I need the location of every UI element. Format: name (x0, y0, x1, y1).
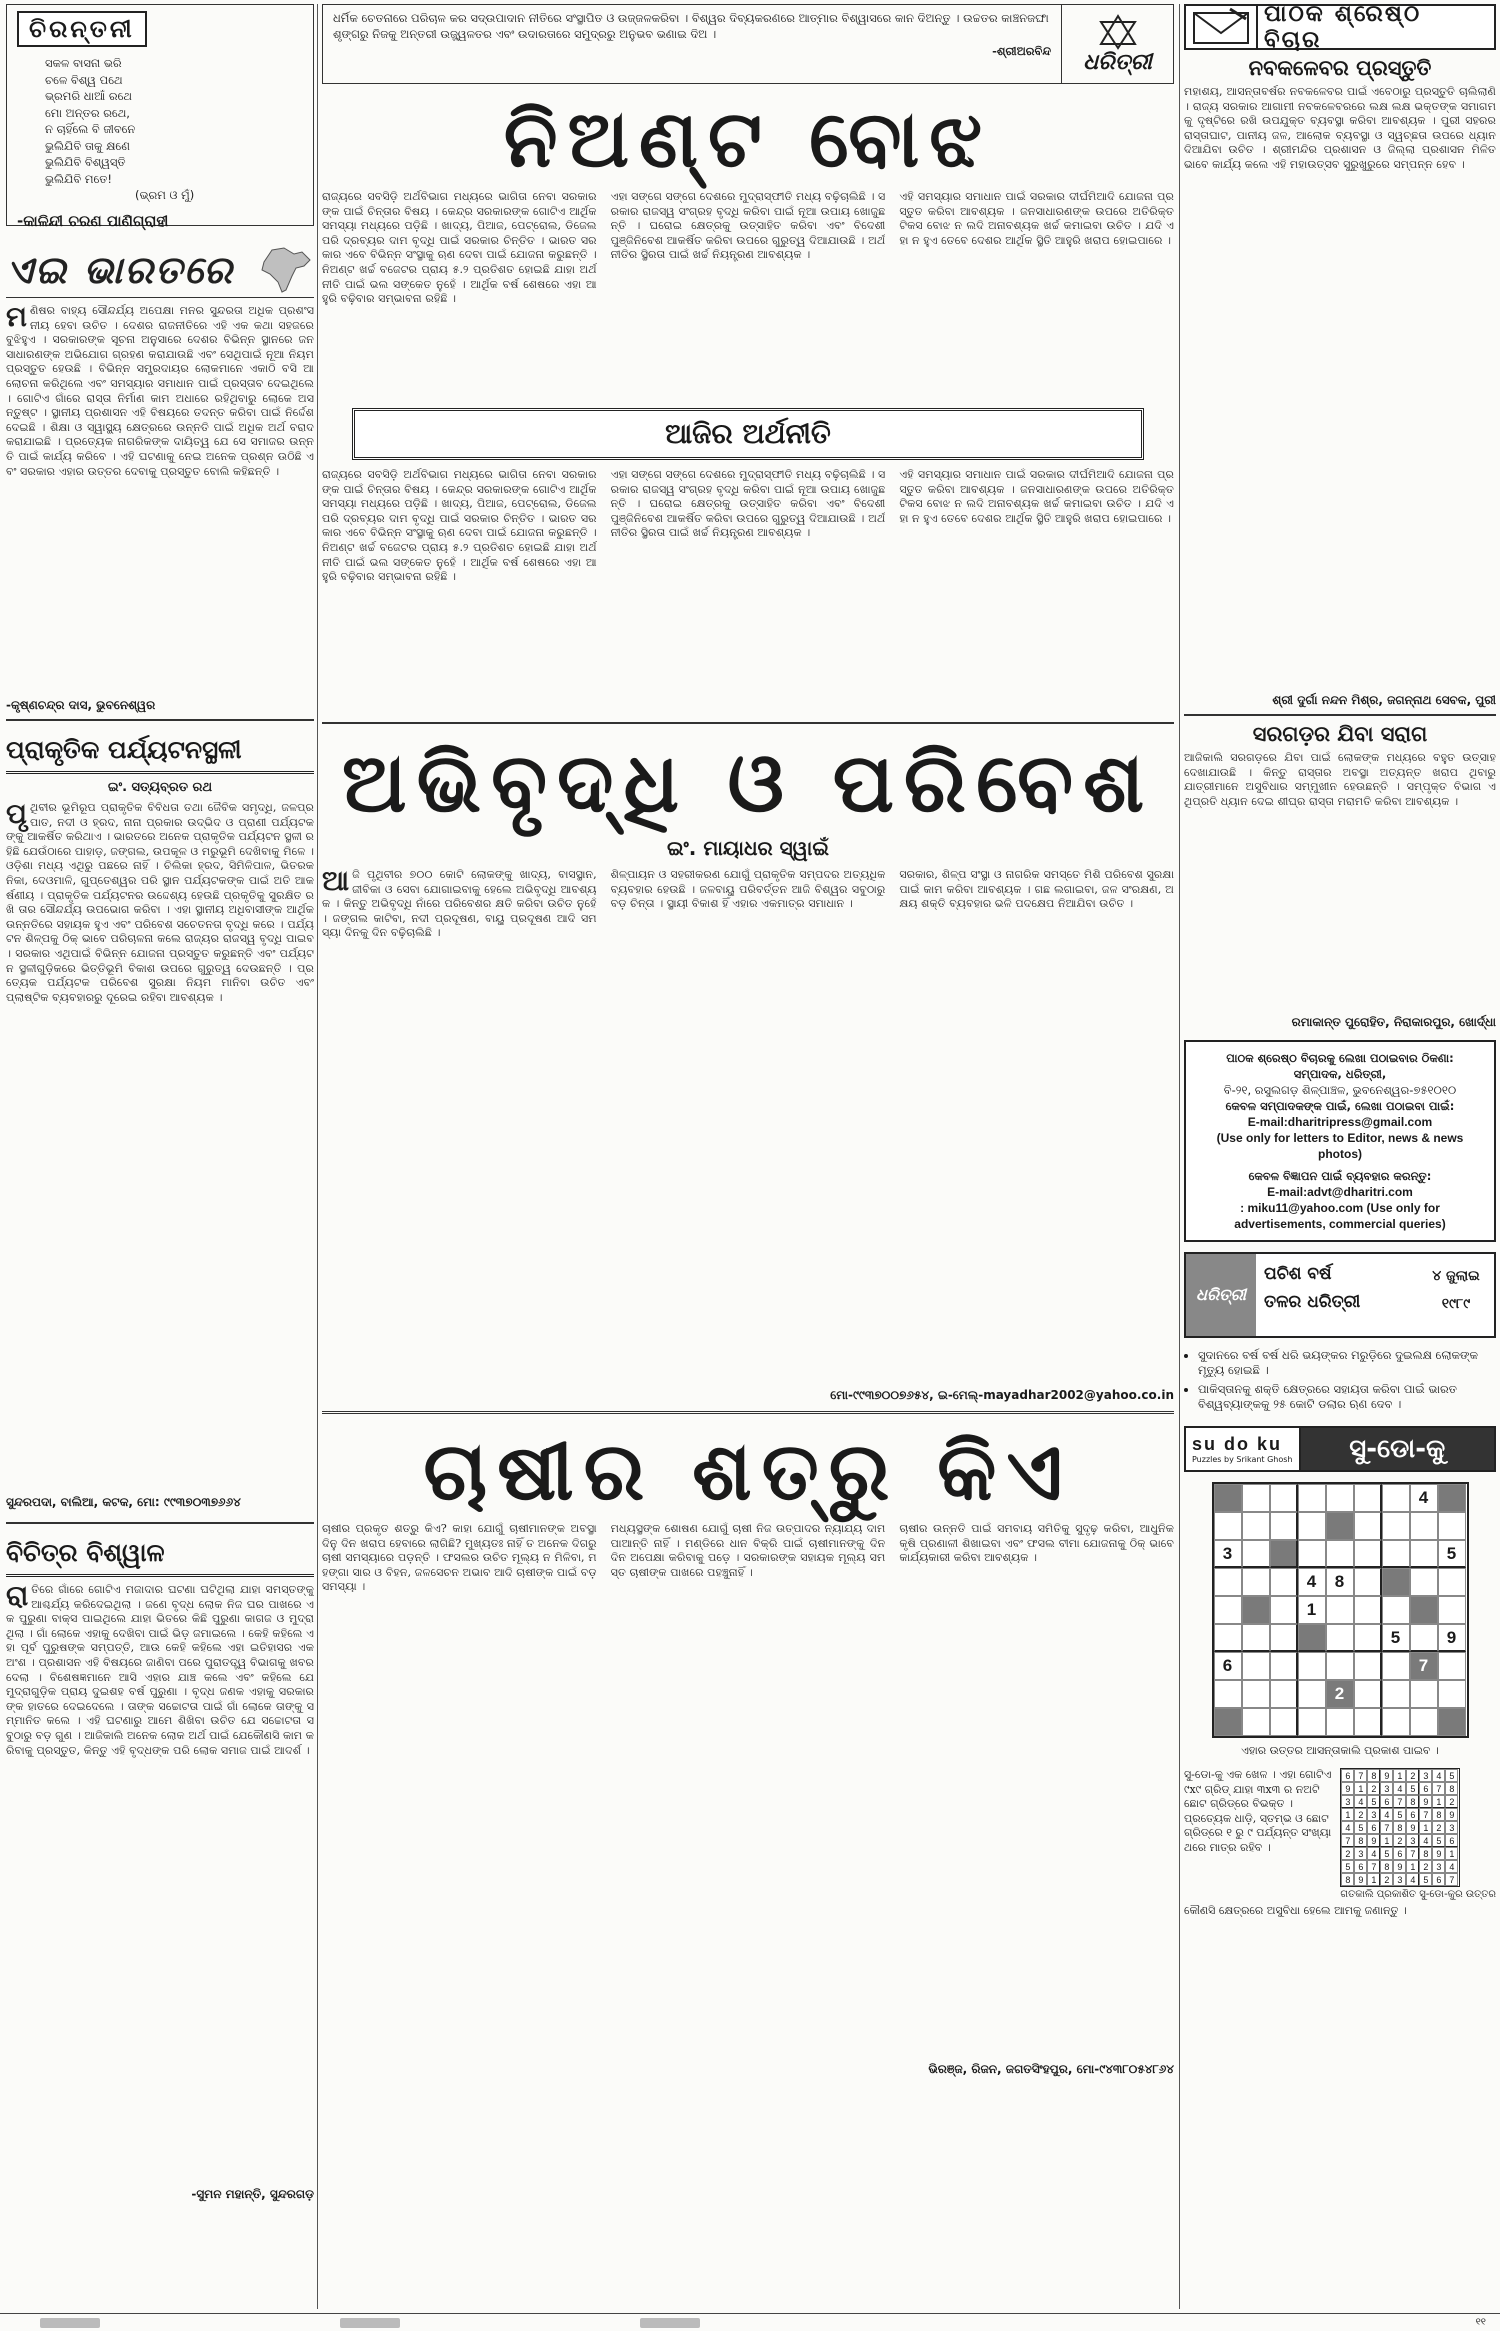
sudoku-cell: 8 (1393, 1821, 1406, 1834)
poem-line: ଭୁଲିଯିବି ବିଶ୍ୱସ୍ତି (45, 155, 126, 169)
sudoku-cell: 8 (1367, 1769, 1380, 1782)
sudoku-cell (1242, 1540, 1270, 1568)
sudoku-cell (1270, 1568, 1298, 1596)
letter-signoff: ଶ୍ରୀ ଦୁର୍ଗା ନନ୍ଦନ ମିଶ୍ର, ଜଗନ୍ନାଥ ସେବକ, ପୁରୀ (1272, 693, 1496, 707)
footer-tab (340, 2318, 400, 2328)
sudoku-cell: 6 (1367, 1821, 1380, 1834)
sudoku-cell: 5 (1419, 1873, 1432, 1886)
sudoku-cell (1410, 1568, 1438, 1596)
sudoku-cell (1382, 1708, 1410, 1736)
india-column-body (6, 304, 314, 694)
contact-line: ସମ୍ପାଦକ, ଧରିତ୍ରୀ, (1293, 1067, 1387, 1081)
divider (6, 719, 314, 721)
sudoku-cell: 1 (1445, 1847, 1458, 1860)
sudoku-cell: 6 (1393, 1847, 1406, 1860)
letter-body: ମହାଶୟ, ଆସନ୍ତାବର୍ଷର ନବକଳେବର ପାଇଁ ଏବେଠାରୁ ପ୍ରସ୍ତୁତି ଚାଲିଲାଣି । ରାଜ୍ୟ ସରକାର ଆଗାମୀ ନବକଳେବରରେ ଲକ୍ଷ ଲକ୍ଷ ଭକ୍ତଙ୍କ ସମାଗମକୁ ଦୃଷ୍ଟିରେ ରଖି ଉପଯୁକ୍ତ ବ୍ୟବସ୍ଥା କରିବା ଆବଶ୍ୟକ । ପୁରୀ ସହରର ରାସ୍ତାଘାଟ, ପାନୀୟ ଜଳ, ଆଲୋକ ବ୍ୟବସ୍ଥା ଓ ସ୍ୱଚ୍ଛତା ଉପରେ ଧ୍ୟାନ ଦିଆଯିବା ଉଚିତ । ଶ୍ରୀମନ୍ଦିର ପ୍ରଶାସନ ଓ ଜିଲ୍ଲା ପ୍ରଶାସନ ମିଳିତ ଭାବେ କାର୍ଯ୍ୟ କଲେ ଏହି ମହାଉତ୍ସବ ସୁରୁଖୁରୁରେ ସମ୍ପନ୍ନ ହେବ । (1184, 85, 1496, 171)
quote-box (322, 4, 1062, 84)
sudoku-cell: 7 (1406, 1847, 1419, 1860)
sudoku-cell: 3 (1214, 1540, 1242, 1568)
sudoku-cell: 6 (1432, 1873, 1445, 1886)
page-number: ୧୧ (1475, 2317, 1486, 2328)
poem-line: ଭ୍ରମରି ଧାଆଁ ରଥେ (45, 89, 133, 103)
news-bullet: • ପାକିସ୍ତାନକୁ ଶକ୍ତି କ୍ଷେତ୍ରରେ ସହାୟତା କରିବା ପାଇଁ ଭାରତ ବିଶ୍ୱବ୍ୟାଙ୍କକୁ ୨୫ କୋଟି ଡଲାର ଋଣ ଦେବ । (1198, 1382, 1496, 1412)
sudoku-cell (1270, 1596, 1298, 1624)
sudoku-cell (1354, 1512, 1382, 1540)
india-map-icon (254, 246, 314, 294)
sudoku-cell: 1 (1367, 1873, 1380, 1886)
sudoku-solution (1340, 1768, 1496, 1900)
sudoku-cell: 5 (1445, 1769, 1458, 1782)
logo-text: ଧରିତ୍ରୀ (1083, 49, 1152, 75)
sudoku-cell: 9 (1354, 1873, 1367, 1886)
contact-line: ପାଠକ ଶ୍ରେଷ୍ଠ ବିଚାରକୁ ଲେଖା ପଠାଇବାର ଠିକଣା: (1226, 1051, 1454, 1065)
sudoku-cell: 8 (1380, 1860, 1393, 1873)
poem-line: ନ ଚାହିଁଲେ ବି ଜୀବନେ (45, 122, 136, 136)
sudoku-cell: 9 (1367, 1834, 1380, 1847)
poem-lines (45, 55, 303, 204)
sudoku-cell (1214, 1568, 1242, 1596)
drop-cap: ପୃ (6, 801, 27, 830)
sudoku-cell: 2 (1354, 1808, 1367, 1821)
sudoku-cell (1270, 1512, 1298, 1540)
vichitra-title: ବିଚିତ୍ର ବିଶ୍ୱାଳ (6, 1536, 314, 1577)
sudoku-cell (1410, 1708, 1438, 1736)
article3-signoff: ଭିରଞ୍ଜ, ରିଜନ, ଜଗତସିଂହପୁର, ମୋ-୯୪୩୮୦୫୪୮୬୪ (928, 2062, 1174, 2076)
sudoku-note: ଏହାର ଉତ୍ତର ଆସନ୍ତାକାଲି ପ୍ରକାଶ ପାଇବ । (1241, 1744, 1439, 1757)
sudoku-cell (1214, 1708, 1242, 1736)
article-column: ଚାଷୀର ପ୍ରକୃତ ଶତ୍ରୁ କିଏ? କାହା ଯୋଗୁଁ ଚାଷୀମାନଙ୍କ ଅବସ୍ଥା ଦିନୁ ଦିନ ଖରାପ ହେବାରେ ଲାଗିଛି? ମୁଖ୍ୟତଃ ନାହିଁ ତ ଅନେକ ଦିଗରୁ ଚାଷୀ ସମସ୍ୟାରେ ପଡ଼ନ୍ତି । ଫସଲର ଉଚିତ ମୂଲ୍ୟ ନ ମିଳିବା, ମହଙ୍ଗା ସାର ଓ ବିହନ, ଜଳସେଚନ ଅଭାବ ଆଦି ଚାଷୀଙ୍କ ପାଇଁ ବଡ଼ ସମସ୍ୟା । (322, 1522, 597, 1594)
sudoku-logo (1186, 1428, 1301, 1470)
main-column (322, 4, 1174, 2077)
sudoku-cell (1242, 1596, 1270, 1624)
sudoku-cell (1298, 1680, 1326, 1708)
sudoku-cell: 6 (1341, 1769, 1354, 1782)
quote-strip (322, 4, 1174, 84)
article-column: ମଧ୍ୟସ୍ଥଙ୍କ ଶୋଷଣ ଯୋଗୁଁ ଚାଷୀ ନିଜ ଉତ୍ପାଦର ନ୍ୟାଯ୍ୟ ଦାମ ପାଆନ୍ତି ନାହିଁ । ମଣ୍ଡିରେ ଧାନ ବିକ୍ରି ପାଇଁ ଚାଷୀମାନଙ୍କୁ ଦିନ ଦିନ ଅପେକ୍ଷା କରିବାକୁ ପଡ଼େ । ସରକାରଙ୍କ ସହାୟକ ମୂଲ୍ୟ ସମସ୍ତ ଚାଷୀଙ୍କ ପାଖରେ ପହଞ୍ଚୁନାହିଁ । (610, 1522, 886, 1579)
drop-cap: ମ (6, 304, 27, 333)
sudoku-cell (1298, 1624, 1326, 1652)
sudoku-cell: 3 (1445, 1821, 1458, 1834)
letter-signoff: ରମାକାନ୍ତ ପୁରୋହିତ, ନିରାକାରପୁର, ଖୋର୍ଦ୍ଧା (1291, 1015, 1496, 1029)
sudoku-cell (1242, 1484, 1270, 1512)
article-column: ରାଜ୍ୟରେ ସବସିଡ଼ି ଅର୍ଥବିଭାଗ ମଧ୍ୟରେ ଭାଗିତା ନେବା ସରକାରଙ୍କ ପାଇଁ ଚିନ୍ତାର ବିଷୟ । କେନ୍ଦ୍ର ସରକାରଙ୍କ ଗୋଟିଏ ଆର୍ଥିକ ସମସ୍ୟା ମଧ୍ୟରେ ପଡ଼ିଛି । ଖାଦ୍ୟ, ପିଆଜ, ପେଟ୍ରୋଲ, ଡିଜେଲ ପରି ଦ୍ରବ୍ୟର ଦାମ ବୃଦ୍ଧି ପାଇଁ ସରକାର ଚିନ୍ତିତ । ଭାରତ ସରକାର ଏବେ ବିଭିନ୍ନ ସଂସ୍ଥାକୁ ଋଣ ଦେବା ପାଇଁ ଯୋଜନା କରୁଛନ୍ତି । ନିଅଣ୍ଟ ଖର୍ଚ୍ଚ ବଜେଟର ପ୍ରାୟ ୫.୨ ପ୍ରତିଶତ ହୋଇଛି ଯାହା ଅର୍ଥନୀତି ପାଇଁ ଭଲ ସଙ୍କେତ ନୁହେଁ । ଆର୍ଥିକ ବର୍ଷ ଶେଷରେ ଏହା ଆହୁରି ବଢ଼ିବାର ସମ୍ଭାବନା ରହିଛି । (322, 190, 597, 306)
sudoku-cell (1410, 1624, 1438, 1652)
sudoku-cell: 2 (1326, 1680, 1354, 1708)
sudoku-cell (1410, 1512, 1438, 1540)
sudoku-solution-row (1184, 1768, 1496, 1900)
sudoku-cell: 3 (1380, 1782, 1393, 1795)
sudoku-cell: 5 (1406, 1782, 1419, 1795)
sudoku-cell: 3 (1354, 1847, 1367, 1860)
article-text: ଥିବୀର ଭୂମିରୂପ ପ୍ରାକୃତିକ ବିବିଧତା ତଥା ଜୈବିକ ସମୃଦ୍ଧି, ଜଳପ୍ରପାତ, ନଦୀ ଓ ହ୍ରଦ, ନାନା ପ୍ରକାର ଉଦ୍ଭିଦ ଓ ପ୍ରାଣୀ ପର୍ଯ୍ୟଟକଙ୍କୁ ଆକର୍ଷିତ କରିଥାଏ । ଭାରତରେ ଅନେକ ପ୍ରାକୃତିକ ପର୍ଯ୍ୟଟନ ସ୍ଥଳୀ ରହିଛି ଯେଉଁଠାରେ ପାହାଡ଼, ଜଙ୍ଗଲ, ଉପକୂଳ ଓ ମରୁଭୂମି ଦେଖିବାକୁ ମିଳେ । ଓଡ଼ିଶା ମଧ୍ୟ ଏଥିରୁ ପଛରେ ନାହିଁ । ଚିଲିକା ହ୍ରଦ, ସିମିଳିପାଳ, ଭିତରକନିକା, ଦେଓମାଳି, ଗୁପ୍ତେଶ୍ୱର ପରି ସ୍ଥାନ ପର୍ଯ୍ୟଟକଙ୍କ ପାଇଁ ଅତି ଆକର୍ଷଣୀୟ । ପ୍ରାକୃତିକ ପର୍ଯ୍ୟଟନର ଉଦ୍ଦେଶ୍ୟ ହେଉଛି ପ୍ରକୃତିକୁ ସୁରକ୍ଷିତ ରଖି ତାର ସୌନ୍ଦର୍ଯ୍ୟ ଉପଭୋଗ କରିବା । ଏହା ସ୍ଥାନୀୟ ଅଧିବାସୀଙ୍କ ଆର୍ଥିକ ଉନ୍ନତିରେ ସହାୟକ ହୁଏ ଏବଂ ପରିବେଶ ସଚେତନତା ବୃଦ୍ଧି କରେ । ପର୍ଯ୍ୟଟନ ଶିଳ୍ପକୁ ଠିକ୍ ଭାବେ ପରିଚାଳନା କଲେ ରାଜ୍ୟର ରାଜସ୍ୱ ବୃଦ୍ଧି ପାଇବ । ସରକାର ଏଥିପାଇଁ ବିଭିନ୍ନ ଯୋଜନା ପ୍ରସ୍ତୁତ କରୁଛନ୍ତି ଏବଂ ପର୍ଯ୍ୟଟନ ସ୍ଥଳୀଗୁଡ଼ିକରେ ଭିତ୍ତିଭୂମି ବିକାଶ ଉପରେ ଗୁରୁତ୍ୱ ଦେଉଛନ୍ତି । ପ୍ରତ୍ୟେକ ପର୍ଯ୍ୟଟକ ପରିବେଶ ସୁରକ୍ଷା ନିୟମ ମାନିବା ଉଚିତ ଏବଂ ପ୍ଲାଷ୍ଟିକ ବ୍ୟବହାରରୁ ଦୂରେଇ ରହିବା ଆବଶ୍ୟକ । (6, 801, 314, 1004)
chirantani-box (6, 4, 314, 230)
sudoku-solution-caption: ଗତକାଲି ପ୍ରକାଶିତ ସୁ-ଡୋ-କୁର ଉତ୍ତର (1340, 1889, 1496, 1900)
anniv-year: ୧୯୮୯ (1441, 1296, 1471, 1312)
sudoku-cell: 1 (1393, 1769, 1406, 1782)
left-column (6, 4, 314, 2202)
anniv-date (1418, 1254, 1494, 1336)
sudoku-cell (1382, 1596, 1410, 1624)
news-bullets (1184, 1348, 1496, 1412)
sudoku-cell (1354, 1596, 1382, 1624)
sudoku-cell (1298, 1484, 1326, 1512)
divider (322, 1411, 1174, 1414)
article-column: ଏହା ସଙ୍ଗେ ସଙ୍ଗେ ଦେଶରେ ମୁଦ୍ରାସ୍ଫୀତି ମଧ୍ୟ ବଢ଼ିଚାଲିଛି । ସରକାର ରାଜସ୍ୱ ସଂଗ୍ରହ ବୃଦ୍ଧି କରିବା ପାଇଁ ନୂଆ ଉପାୟ ଖୋଜୁଛନ୍ତି । ଘରୋଇ କ୍ଷେତ୍ରକୁ ଉତ୍ସାହିତ କରିବା ଏବଂ ବିଦେଶୀ ପୁଞ୍ଜିନିବେଶ ଆକର୍ଷିତ କରିବା ଉପରେ ଗୁରୁତ୍ୱ ଦିଆଯାଉଛି । ଅର୍ଥନୀତିର ସ୍ଥିରତା ପାଇଁ ଖର୍ଚ୍ଚ ନିୟନ୍ତ୍ରଣ ଆବଶ୍ୟକ । (610, 190, 886, 262)
sudoku-cell: 9 (1445, 1808, 1458, 1821)
sudoku-cell: 8 (1341, 1873, 1354, 1886)
sudoku-cell (1270, 1484, 1298, 1512)
article2-columns (322, 868, 1174, 1384)
sudoku-cell: 8 (1445, 1782, 1458, 1795)
page-footer (0, 2313, 1500, 2331)
poem-line: ଭୁଲିଯିବି ତାକୁ କ୍ଷଣେ (45, 138, 130, 153)
poem-author: -କାଳିନ୍ଦୀ ଚରଣ ପାଣିଗ୍ରାହୀ (17, 211, 169, 230)
article1-pullquote: ଆଜିର ଅର୍ଥନୀତି (352, 408, 1144, 460)
sudoku-cell (1326, 1708, 1354, 1736)
contact-line: ବି-୨୧, ରସୁଲଗଡ଼ ଶିଳ୍ପାଞ୍ଚଳ, ଭୁବନେଶ୍ୱର-୭୫୧୦୧୦ (1223, 1083, 1457, 1097)
sudoku-cell: 6 (1406, 1808, 1419, 1821)
sudoku-cell: 4 (1298, 1568, 1326, 1596)
sudoku-cell: 9 (1432, 1847, 1445, 1860)
sudoku-instructions: ସୁ-ଡୋ-କୁ ଏକ ଖେଳ । ଏହା ଗୋଟିଏ ୯x୯ ଗ୍ରିଡ୍ ଯାହା ୩x୩ ର ନଅଟି ଛୋଟ ଗ୍ରିଡ୍‌ରେ ବିଭକ୍ତ । ପ୍ରତ୍ୟେକ ଧାଡ଼ି, ସ୍ତମ୍ଭ ଓ ଛୋଟ ଗ୍ରିଡ୍‌ରେ ୧ ରୁ ୯ ପର୍ଯ୍ୟନ୍ତ ସଂଖ୍ୟା ଥରେ ମାତ୍ର ରହିବ । (1184, 1768, 1332, 1854)
divider (1184, 714, 1496, 716)
sudoku-cell: 5 (1341, 1860, 1354, 1873)
letter-body: ଆଜିକାଲି ସରଗଡ଼ରେ ଯିବା ପାଇଁ ଲୋକଙ୍କ ମଧ୍ୟରେ ବହୁତ ଉତ୍ସାହ ଦେଖାଯାଉଛି । କିନ୍ତୁ ରାସ୍ତାର ଅବସ୍ଥା ଅତ୍ୟନ୍ତ ଖରାପ ଥିବାରୁ ଯାତ୍ରୀମାନେ ଅସୁବିଧାର ସମ୍ମୁଖୀନ ହେଉଛନ୍ତି । ସମ୍ପୃକ୍ତ ବିଭାଗ ଏଥିପ୍ରତି ଧ୍ୟାନ ଦେଇ ଶୀଘ୍ର ରାସ୍ତା ମରାମତି କରିବା ଆବଶ୍ୟକ । (1184, 751, 1496, 808)
article2-headline: ଅଭିବୃଦ୍ଧି ଓ ପରିବେଶ (341, 736, 1155, 831)
sudoku-cell: 4 (1367, 1847, 1380, 1860)
column-divider (1179, 4, 1180, 2309)
sudoku-cell: 9 (1406, 1821, 1419, 1834)
article2-signoff: ମୋ-୯୯୩୭୦୦୭୬୫୪, ଇ-ମେଲ୍-mayadhar2002@yahoo.co.in (830, 1388, 1174, 1402)
divider (6, 1522, 314, 1524)
sudoku-cell (1214, 1596, 1242, 1624)
sudoku-cell (1382, 1512, 1410, 1540)
letter-title: ସରଗଡ଼ର ଯିବା ସରାଗ (1252, 722, 1428, 746)
sudoku-cell: 1 (1419, 1821, 1432, 1834)
article-column: ଏହା ସଙ୍ଗେ ସଙ୍ଗେ ଦେଶରେ ମୁଦ୍ରାସ୍ଫୀତି ମଧ୍ୟ ବଢ଼ିଚାଲିଛି । ସରକାର ରାଜସ୍ୱ ସଂଗ୍ରହ ବୃଦ୍ଧି କରିବା ପାଇଁ ନୂଆ ଉପାୟ ଖୋଜୁଛନ୍ତି । ଘରୋଇ କ୍ଷେତ୍ରକୁ ଉତ୍ସାହିତ କରିବା ଏବଂ ବିଦେଶୀ ପୁଞ୍ଜିନିବେଶ ଆକର୍ଷିତ କରିବା ଉପରେ ଗୁରୁତ୍ୱ ଦିଆଯାଉଛି । ଅର୍ଥନୀତିର ସ୍ଥିରତା ପାଇଁ ଖର୍ଚ୍ଚ ନିୟନ୍ତ୍ରଣ ଆବଶ୍ୟକ । (610, 468, 886, 540)
sudoku-cell: 8 (1406, 1795, 1419, 1808)
article-column: ଏହି ସମସ୍ୟାର ସମାଧାନ ପାଇଁ ସରକାର ଦୀର୍ଘମିଆଦି ଯୋଜନା ପ୍ରସ୍ତୁତ କରିବା ଆବଶ୍ୟକ । ଜନସାଧାରଣଙ୍କ ଉପରେ ଅତିରିକ୍ତ ଟିକସ ବୋଝ ନ ଲଦି ଅନାବଶ୍ୟକ ଖର୍ଚ୍ଚ କମାଇବା ଉଚିତ । ଯଦି ଏହା ନ ହୁଏ ତେବେ ଦେଶର ଆର୍ଥିକ ସ୍ଥିତି ଆହୁରି ଖରାପ ହୋଇପାରେ । (899, 190, 1175, 247)
sudoku-cell: 8 (1326, 1568, 1354, 1596)
sudoku-cell: 6 (1419, 1782, 1432, 1795)
article1-columns (322, 468, 1174, 716)
poem-line: ମୋ ଅନ୍ତର ରଥେ, (45, 105, 130, 120)
article3-columns (322, 1522, 1174, 2058)
sudoku-cell: 7 (1410, 1652, 1438, 1680)
sudoku-cell (1354, 1652, 1382, 1680)
sudoku-cell: 2 (1367, 1782, 1380, 1795)
india-column-header (6, 242, 314, 298)
sudoku-cell: 4 (1419, 1834, 1432, 1847)
sudoku-cell: 6 (1445, 1834, 1458, 1847)
article1-columns (322, 190, 1174, 400)
sudoku-cell (1354, 1568, 1382, 1596)
sudoku-cell (1298, 1708, 1326, 1736)
sudoku-cell (1242, 1680, 1270, 1708)
sudoku-cell: 2 (1341, 1847, 1354, 1860)
sudoku-cell (1298, 1512, 1326, 1540)
news-bullet: • ସୁଦାନରେ ବର୍ଷ ବର୍ଷ ଧରି ଭୟଙ୍କର ମରୁଡ଼ିରେ ଦୁଇଲକ୍ଷ ଲୋକଙ୍କ ମୃତ୍ୟୁ ହୋଇଛି । (1198, 1348, 1496, 1378)
divider (322, 722, 1174, 724)
sudoku-cell: 1 (1406, 1860, 1419, 1873)
contact-line: କେବଳ ସମ୍ପାଦକଙ୍କ ପାଇଁ, ଲେଖା ପଠାଇବା ପାଇଁ: (1225, 1099, 1455, 1113)
sudoku-cell: 3 (1432, 1860, 1445, 1873)
article2-author: ଇଂ. ମାୟାଧର ସ୍ୱାଇଁ (667, 836, 829, 860)
sudoku-cell: 2 (1406, 1769, 1419, 1782)
footer-tab (40, 2318, 100, 2328)
article-column: ଚାଷୀର ଉନ୍ନତି ପାଇଁ ସମବାୟ ସମିତିକୁ ସୁଦୃଢ଼ କରିବା, ଆଧୁନିକ କୃଷି ପ୍ରଣାଳୀ ଶିଖାଇବା ଏବଂ ଫସଲ ବୀମା ଯୋଜନାକୁ ଠିକ୍ ଭାବେ କାର୍ଯ୍ୟକାରୀ କରିବା ଆବଶ୍ୟକ । (899, 1522, 1175, 1565)
sudoku-credit: Puzzles by Srikant Ghosh (1192, 1455, 1293, 1464)
sudoku-cell: 4 (1393, 1782, 1406, 1795)
advt-email-link[interactable]: E-mail:advt@dharitri.com (1267, 1185, 1413, 1199)
sudoku-cell (1242, 1708, 1270, 1736)
anniv-line: ତଳର ଧରିତ୍ରୀ (1264, 1292, 1361, 1312)
sudoku-cell: 7 (1380, 1821, 1393, 1834)
sudoku-cell (1270, 1624, 1298, 1652)
sudoku-cell (1326, 1596, 1354, 1624)
sudoku-cell (1410, 1680, 1438, 1708)
reader-letters-title: ପାଠକ ଶ୍ରେଷ୍ଠ ବିଚାର (1256, 6, 1494, 48)
sudoku-header (1184, 1426, 1496, 1472)
sudoku-cell (1242, 1512, 1270, 1540)
twentyfive-years-box (1184, 1252, 1496, 1338)
sudoku-closing: କୌଣସି କ୍ଷେତ୍ରରେ ଅସୁବିଧା ହେଲେ ଆମକୁ ଜଣାନ୍ତୁ । (1184, 1904, 1407, 1917)
sudoku-cell: 9 (1438, 1624, 1466, 1652)
sudoku-cell: 4 (1432, 1769, 1445, 1782)
drop-cap: ରା (6, 1583, 29, 1612)
sudoku-cell (1382, 1652, 1410, 1680)
poem-line: ଚଳେ ବିଶ୍ୱ ପଥେ (45, 72, 123, 87)
sudoku-cell: 5 (1432, 1834, 1445, 1847)
sudoku-cell: 1 (1341, 1808, 1354, 1821)
contact-box (1184, 1040, 1496, 1242)
sudoku-cell (1214, 1624, 1242, 1652)
sudoku-grid (1212, 1482, 1469, 1738)
sudoku-cell: 8 (1354, 1834, 1367, 1847)
tourism-signoff: ସୁନ୍ଦରପଦା, ବାଲିଆ, କଟକ, ମୋ: ୯୯୩୭୦୩୭୬୬୪ (6, 1495, 241, 1509)
sudoku-cell: 4 (1406, 1873, 1419, 1886)
sudoku-cell: 5 (1367, 1795, 1380, 1808)
sudoku-cell: 3 (1419, 1769, 1432, 1782)
sudoku-cell (1438, 1652, 1466, 1680)
sudoku-cell: 7 (1354, 1769, 1367, 1782)
sudoku-cell (1298, 1540, 1326, 1568)
contact-line: କେବଳ ବିଜ୍ଞାପନ ପାଇଁ ବ୍ୟବହାର କରନ୍ତୁ: (1248, 1169, 1432, 1183)
sudoku-cell: 3 (1341, 1795, 1354, 1808)
sudoku-cell: 2 (1432, 1821, 1445, 1834)
sudoku-cell (1270, 1540, 1298, 1568)
sudoku-cell (1354, 1540, 1382, 1568)
anniv-line: ପଚିଶ ବର୍ଷ (1264, 1264, 1332, 1284)
sudoku-cell: 5 (1438, 1540, 1466, 1568)
sudoku-cell (1270, 1652, 1298, 1680)
poem-line: ସକଳ ବାସନା ଭରି (45, 56, 122, 70)
sudoku-cell: 3 (1393, 1873, 1406, 1886)
envelope-icon (1190, 7, 1252, 47)
sudoku-cell (1438, 1708, 1466, 1736)
quote-sign: -ଶ୍ରୀଅରବିନ୍ଦ (992, 44, 1051, 58)
sudoku-cell (1214, 1512, 1242, 1540)
advt-email-link[interactable]: : miku11@yahoo.com (Use only for advertisements, commercial queries) (1234, 1201, 1446, 1231)
sudoku-cell: 5 (1354, 1821, 1367, 1834)
sudoku-cell (1438, 1596, 1466, 1624)
sudoku-cell (1326, 1512, 1354, 1540)
quote-text: ଧର୍ମିକ ଚେତନାରେ ପରିଚାଳ କର ସଦ୍‌ଉପାଦାନ ନୀତିରେ ସଂସ୍ଥାପିତ ଓ ଉଜ୍ଜଳକରିବା । ବିଶ୍ୱର ଦିବ୍ୟକରଣରେ ଆତ୍ମାର ବିଶ୍ୱାସରେ କାନ ଦିଅନ୍ତୁ । ଉଚ୍ଚତର କାଞ୍ଚନଜଙ୍ଘା ଶୃଙ୍ଗରୁ ନିଜକୁ ଅନ୍ତରୀ ଉଜ୍ଜ୍ୱଳତର ଏବଂ ଉଦାରତାରେ ସମୁଦ୍ରରୁ ଅନୁଭବ ଭଣାଇ ଦିଅ । (333, 11, 1049, 41)
article1-headline: ନିଅଣ୍ଟ ବୋଝ (503, 95, 993, 185)
sudoku-cell: 2 (1445, 1795, 1458, 1808)
sudoku-cell: 6 (1354, 1860, 1367, 1873)
chirantani-title: ଚିରନ୍ତନୀ (17, 11, 147, 47)
footer-tab (640, 2318, 700, 2328)
sudoku-cell (1242, 1652, 1270, 1680)
sudoku-cell (1242, 1568, 1270, 1596)
article-text: ଜି ପୃଥିବୀର ୭୦୦ କୋଟି ଲୋକଙ୍କୁ ଖାଦ୍ୟ, ବାସସ୍ଥାନ, ଜୀବିକା ଓ ସେବା ଯୋଗାଇବାକୁ ହେଲେ ଅଭିବୃଦ୍ଧି ଆବଶ୍ୟକ । କିନ୍ତୁ ଅଭିବୃଦ୍ଧି ନାଁରେ ପରିବେଶର କ୍ଷତି କରିବା ଉଚିତ ନୁହେଁ । ଜଙ୍ଗଲ କାଟିବା, ନଦୀ ପ୍ରଦୂଷଣ, ବାୟୁ ପ୍ରଦୂଷଣ ଆଦି ସମସ୍ୟା ଦିନକୁ ଦିନ ବଢ଼ିଚାଲିଛି । (322, 868, 597, 940)
sudoku-cell (1354, 1680, 1382, 1708)
article-column: ସରକାର, ଶିଳ୍ପ ସଂସ୍ଥା ଓ ନାଗରିକ ସମସ୍ତେ ମିଶି ପରିବେଶ ସୁରକ୍ଷା ପାଇଁ କାମ କରିବା ଆବଶ୍ୟକ । ଗଛ ଲଗାଇବା, ଜଳ ସଂରକ୍ଷଣ, ଅକ୍ଷୟ ଶକ୍ତି ବ୍ୟବହାର ଭଳି ପଦକ୍ଷେପ ନିଆଯିବା ଉଚିତ । (899, 868, 1175, 911)
sudoku-cell (1354, 1484, 1382, 1512)
contact-note: (Use only for letters to Editor, news & news photos) (1216, 1131, 1464, 1161)
sudoku-cell: 4 (1445, 1860, 1458, 1873)
article-text: ତିରେ ଗାଁରେ ଗୋଟିଏ ମଜାଦାର ଘଟଣା ଘଟିଥିଲା ଯାହା ସମସ୍ତଙ୍କୁ ଆଶ୍ଚର୍ଯ୍ୟ କରିଦେଇଥିଲା । ଜଣେ ବୃଦ୍ଧ ଲୋକ ନିଜ ଘର ପାଖରେ ଏକ ପୁରୁଣା ବାକ୍ସ ପାଇଥିଲେ ଯାହା ଭିତରେ କିଛି ପୁରୁଣା କାଗଜ ଓ ମୁଦ୍ରା ଥିଲା । ଗାଁ ଲୋକେ ଏହାକୁ ଦେଖିବା ପାଇଁ ଭିଡ଼ ଜମାଇଲେ । କେହି କହିଲେ ଏହା ପୂର୍ବ ପୁରୁଷଙ୍କ ସମ୍ପତ୍ତି, ଆଉ କେହି କହିଲେ ଏହା ଇତିହାସର ଏକ ଅଂଶ । ପ୍ରଶାସନ ଏହି ବିଷୟରେ ଜାଣିବା ପରେ ପୁରାତତ୍ତ୍ୱ ବିଭାଗକୁ ଖବର ଦେଲା । ବିଶେଷଜ୍ଞମାନେ ଆସି ଏହାର ଯାଞ୍ଚ କଲେ ଏବଂ କହିଲେ ଯେ ମୁଦ୍ରାଗୁଡ଼ିକ ପ୍ରାୟ ଦୁଇଶହ ବର୍ଷ ପୁରୁଣା । ବୃଦ୍ଧ ଜଣକ ଏହାକୁ ସରକାରଙ୍କ ହାତରେ ଦେଇଦେଲେ । ତାଙ୍କ ସଚ୍ଚୋଟତା ପାଇଁ ଗାଁ ଲୋକେ ତାଙ୍କୁ ସମ୍ମାନିତ କଲେ । ଏହି ଘଟଣାରୁ ଆମେ ଶିଖିବା ଉଚିତ ଯେ ସଚ୍ଚୋଟତା ସବୁଠାରୁ ବଡ଼ ଗୁଣ । ଆଜିକାଲି ଅନେକ ଲୋକ ଅର୍ଥ ପାଇଁ ଯେକୌଣସି କାମ କରିବାକୁ ପ୍ରସ୍ତୁତ, କିନ୍ତୁ ଏହି ବୃଦ୍ଧଙ୍କ ପରି ଲୋକ ସମାଜ ପାଇଁ ଆଦର୍ଶ । (6, 1583, 314, 1757)
vichitra-signoff: -ସୁମନ ମହାନ୍ତି, ସୁନ୍ଦରଗଡ଼ (191, 2187, 314, 2201)
article-column: ଏହି ସମସ୍ୟାର ସମାଧାନ ପାଇଁ ସରକାର ଦୀର୍ଘମିଆଦି ଯୋଜନା ପ୍ରସ୍ତୁତ କରିବା ଆବଶ୍ୟକ । ଜନସାଧାରଣଙ୍କ ଉପରେ ଅତିରିକ୍ତ ଟିକସ ବୋଝ ନ ଲଦି ଅନାବଶ୍ୟକ ଖର୍ଚ୍ଚ କମାଇବା ଉଚିତ । ଯଦି ଏହା ନ ହୁଏ ତେବେ ଦେଶର ଆର୍ଥିକ ସ୍ଥିତି ଆହୁରି ଖରାପ ହୋଇପାରେ । (899, 468, 1175, 525)
sudoku-cell (1214, 1484, 1242, 1512)
star-emblem-icon (1098, 14, 1138, 50)
india-column-title: ଏଇ ଭାରତରେ (6, 246, 234, 292)
sudoku-cell: 7 (1367, 1860, 1380, 1873)
sudoku-cell: 4 (1341, 1821, 1354, 1834)
sudoku-cell: 9 (1419, 1795, 1432, 1808)
sudoku-cell: 8 (1432, 1808, 1445, 1821)
sudoku-cell (1214, 1680, 1242, 1708)
sudoku-cell (1438, 1512, 1466, 1540)
sudoku-cell (1242, 1624, 1270, 1652)
india-column-signoff: -କୃଷ୍ଣଚନ୍ଦ୍ର ଦାସ, ଭୁବନେଶ୍ୱର (6, 698, 156, 712)
sudoku-cell: 4 (1354, 1795, 1367, 1808)
sudoku-cell (1382, 1484, 1410, 1512)
dharitri-logo-small: ଧରିତ୍ରୀ (1186, 1254, 1256, 1336)
sudoku-cell (1326, 1484, 1354, 1512)
sudoku-cell: 5 (1393, 1808, 1406, 1821)
sudoku-cell (1410, 1596, 1438, 1624)
vichitra-body (6, 1583, 314, 2183)
sudoku-title: ସୁ-ଡୋ-କୁ (1301, 1428, 1495, 1470)
sudoku-cell: 3 (1367, 1808, 1380, 1821)
letter-title: ନବକଳେବର ପ୍ରସ୍ତୁତି (1248, 56, 1432, 80)
sudoku-cell (1298, 1652, 1326, 1680)
sudoku-cell: 7 (1419, 1808, 1432, 1821)
sudoku-cell (1326, 1624, 1354, 1652)
tourism-author: ଇଂ. ସତ୍ୟବ୍ରତ ରଥ (107, 780, 213, 795)
tourism-title: ପ୍ରାକୃତିକ ପର୍ଯ୍ୟଟନସ୍ଥଳୀ (6, 733, 314, 774)
sudoku-cell: 1 (1380, 1834, 1393, 1847)
drop-cap: ଆ (322, 868, 350, 897)
sudoku-cell: 7 (1432, 1782, 1445, 1795)
editor-email-link[interactable]: E-mail:dharitripress@gmail.com (1247, 1115, 1433, 1129)
tourism-body (6, 801, 314, 1491)
poem-line: (ଭ୍ରମ ଓ ମୁଁ) (135, 188, 195, 202)
sudoku-cell: 6 (1214, 1652, 1242, 1680)
sudoku-cell (1410, 1540, 1438, 1568)
sudoku-cell (1326, 1652, 1354, 1680)
sudoku-cell: 8 (1419, 1847, 1432, 1860)
sudoku-cell: 3 (1406, 1834, 1419, 1847)
sudoku-cell: 5 (1380, 1847, 1393, 1860)
sudoku-cell (1438, 1484, 1466, 1512)
sudoku-cell (1354, 1624, 1382, 1652)
article3-headline: ଚାଷୀର ଶତ୍ରୁ କିଏ (423, 1425, 1073, 1518)
column-divider (317, 4, 318, 2309)
sudoku-cell: 2 (1419, 1860, 1432, 1873)
sudoku-cell: 4 (1380, 1808, 1393, 1821)
sudoku-cell: 7 (1445, 1873, 1458, 1886)
article-column: ରାଜ୍ୟରେ ସବସିଡ଼ି ଅର୍ଥବିଭାଗ ମଧ୍ୟରେ ଭାଗିତା ନେବା ସରକାରଙ୍କ ପାଇଁ ଚିନ୍ତାର ବିଷୟ । କେନ୍ଦ୍ର ସରକାରଙ୍କ ଗୋଟିଏ ଆର୍ଥିକ ସମସ୍ୟା ମଧ୍ୟରେ ପଡ଼ିଛି । ଖାଦ୍ୟ, ପିଆଜ, ପେଟ୍ରୋଲ, ଡିଜେଲ ପରି ଦ୍ରବ୍ୟର ଦାମ ବୃଦ୍ଧି ପାଇଁ ସରକାର ଚିନ୍ତିତ । ଭାରତ ସରକାର ଏବେ ବିଭିନ୍ନ ସଂସ୍ଥାକୁ ଋଣ ଦେବା ପାଇଁ ଯୋଜନା କରୁଛନ୍ତି । ନିଅଣ୍ଟ ଖର୍ଚ୍ଚ ବଜେଟର ପ୍ରାୟ ୫.୨ ପ୍ରତିଶତ ହୋଇଛି ଯାହା ଅର୍ଥନୀତି ପାଇଁ ଭଲ ସଙ୍କେତ ନୁହେଁ । ଆର୍ଥିକ ବର୍ଷ ଶେଷରେ ଏହା ଆହୁରି ବଢ଼ିବାର ସମ୍ଭାବନା ରହିଛି । (322, 468, 597, 584)
sudoku-cell: 1 (1432, 1795, 1445, 1808)
right-column (1184, 1, 1496, 1919)
sudoku-cell (1382, 1680, 1410, 1708)
article-column (322, 868, 597, 1384)
sudoku-cell (1438, 1680, 1466, 1708)
article-text: ଣିଷର ବାହ୍ୟ ସୌନ୍ଦର୍ଯ୍ୟ ଅପେକ୍ଷା ମନର ସୁନ୍ଦରତା ଅଧିକ ପ୍ରଶଂସନୀୟ ହେବା ଉଚିତ । ଦେଶର ରାଜନୀତିରେ ଏହି ଏକ କଥା ସହଜରେ ବୁଝିହୁଏ । ସରକାରଙ୍କ ସୂଚନା ଅନୁସାରେ ଦେଶର ବିଭିନ୍ନ ସ୍ଥାନରେ ଜନସାଧାରଣଙ୍କ ଅଭିଯୋଗ ଗ୍ରହଣ କରାଯାଉଛି ଏବଂ ସେଥିପାଇଁ ନୂଆ ନିୟମ ପ୍ରସ୍ତୁତ ହେଉଛି । ବିଭିନ୍ନ ସମ୍ପ୍ରଦାୟର ଲୋକମାନେ ଏକାଠି ବସି ଆଲୋଚନା କରିଥିଲେ ଏବଂ ସମସ୍ୟାର ସମାଧାନ ପାଇଁ ପ୍ରସ୍ତାବ ଦେଇଥିଲେ । ଗୋଟିଏ ଗାଁରେ ରାସ୍ତା ନିର୍ମାଣ କାମ ଅଧାରେ ରହିଥିବାରୁ ଲୋକେ ଅସନ୍ତୁଷ୍ଟ । ସ୍ଥାନୀୟ ପ୍ରଶାସନ ଏହି ବିଷୟରେ ତଦନ୍ତ କରିବା ପାଇଁ ନିର୍ଦ୍ଦେଶ ଦେଇଛି । ଶିକ୍ଷା ଓ ସ୍ୱାସ୍ଥ୍ୟ କ୍ଷେତ୍ରରେ ଉନ୍ନତି ପାଇଁ ଅଧିକ ଅର୍ଥ ବରାଦ କରାଯାଇଛି । ପ୍ରତ୍ୟେକ ନାଗରିକଙ୍କ ଦାୟିତ୍ୱ ଯେ ସେ ସମାଜର ଉନ୍ନତି ପାଇଁ କାର୍ଯ୍ୟ କରିବେ । ଏହି ଘଟଣାକୁ ନେଇ ଅନେକ ପ୍ରଶ୍ନ ଉଠିଛି ଏବଂ ସରକାର ଏହାର ଉତ୍ତର ଦେବାକୁ ପ୍ରସ୍ତୁତ ବୋଲି କହିଛନ୍ତି । (6, 304, 314, 478)
sudoku-cell: 2 (1393, 1834, 1406, 1847)
sudoku-logo-word: su do ku (1192, 1434, 1283, 1454)
sudoku-cell (1270, 1708, 1298, 1736)
sudoku-cell (1270, 1680, 1298, 1708)
sudoku-cell: 5 (1382, 1624, 1410, 1652)
sudoku-cell: 9 (1380, 1769, 1393, 1782)
sudoku-cell: 7 (1393, 1795, 1406, 1808)
sudoku-cell (1438, 1568, 1466, 1596)
sudoku-cell: 2 (1380, 1873, 1393, 1886)
article-column: ଶିଳ୍ପାୟନ ଓ ସହରୀକରଣ ଯୋଗୁଁ ପ୍ରାକୃତିକ ସମ୍ପଦର ଅତ୍ୟଧିକ ବ୍ୟବହାର ହେଉଛି । ଜଳବାୟୁ ପରିବର୍ତ୍ତନ ଆଜି ବିଶ୍ୱର ସବୁଠାରୁ ବଡ଼ ଚିନ୍ତା । ସ୍ଥାୟୀ ବିକାଶ ହିଁ ଏହାର ଏକମାତ୍ର ସମାଧାନ । (610, 868, 886, 911)
sudoku-cell: 4 (1410, 1484, 1438, 1512)
anniv-day: ୪ ଜୁଲାଇ (1432, 1268, 1480, 1284)
sudoku-cell (1326, 1540, 1354, 1568)
poem-line: ଭୁଲିଯିବି ମତେ! (45, 171, 113, 186)
sudoku-cell (1382, 1540, 1410, 1568)
sudoku-cell (1382, 1568, 1410, 1596)
reader-letters-header (1184, 1, 1496, 53)
sudoku-cell: 9 (1341, 1782, 1354, 1795)
sudoku-cell: 1 (1354, 1782, 1367, 1795)
sudoku-cell: 9 (1393, 1860, 1406, 1873)
twentyfive-years-text (1256, 1254, 1418, 1336)
sudoku-cell (1354, 1708, 1382, 1736)
sudoku-solution-grid (1340, 1768, 1460, 1887)
sudoku-cell: 7 (1341, 1834, 1354, 1847)
sudoku-cell: 6 (1380, 1795, 1393, 1808)
dharitri-logo (1062, 4, 1174, 84)
sudoku-cell: 1 (1298, 1596, 1326, 1624)
